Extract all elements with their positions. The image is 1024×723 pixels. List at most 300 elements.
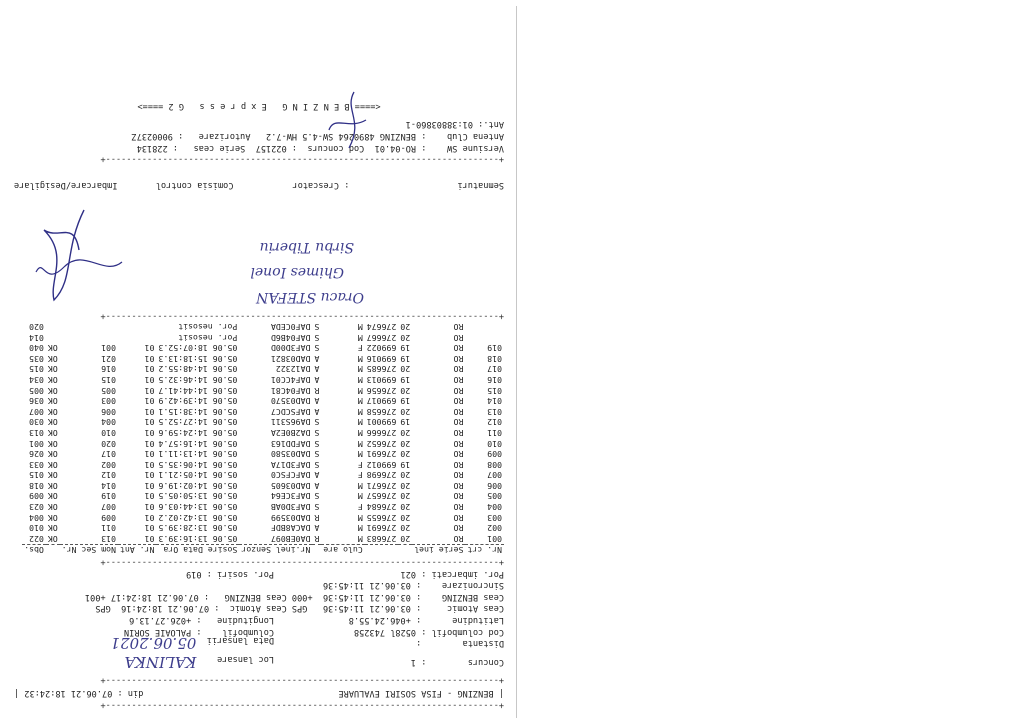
table-cell: OK <box>47 374 58 385</box>
table-cell: 004 <box>29 512 44 523</box>
table-cell: 030 <box>29 417 44 428</box>
table-cell: 05.06 14:38:15.1 <box>158 406 238 417</box>
table-row <box>22 385 504 396</box>
table-cell: 699001 <box>366 417 397 428</box>
table-cell: 05.06 14:27:52.5 <box>158 417 238 428</box>
table-cell: 01 <box>144 385 155 396</box>
table-cell: 20 <box>400 438 411 449</box>
table-cell: 040 <box>29 343 44 354</box>
table-cell: 020 <box>29 322 44 332</box>
table-cell: 010 <box>29 523 44 534</box>
col-serie: Serie inel <box>414 545 464 556</box>
table-cell: 276667 <box>366 332 397 343</box>
table-cell: 01 <box>144 449 155 460</box>
table-cell: 20 <box>400 427 411 438</box>
table-cell: DAF3D00D <box>270 343 311 354</box>
table-cell: 010 <box>101 427 116 438</box>
semnaturi-label: Semnaturi <box>457 179 504 190</box>
signature-crescator <box>324 90 374 150</box>
col-senzor: Nr.inel Senzor <box>241 545 311 556</box>
table-row <box>22 406 504 417</box>
table-cell: OK <box>47 512 58 523</box>
table-row <box>22 502 504 513</box>
table-cell: 015 <box>29 470 44 481</box>
table-cell: RO <box>453 427 464 438</box>
por-imbarcati: Por. imbarcati : 021 <box>400 568 504 579</box>
table-cell: R <box>314 385 320 396</box>
longitudine-value: +026.27.13.6 <box>129 615 192 626</box>
imbarcare-label: Imbarcare/Desigilare <box>14 179 118 190</box>
table-cell: 007 <box>29 406 44 417</box>
table-cell: M <box>357 533 363 544</box>
table-row <box>22 533 504 544</box>
table-cell: 01 <box>144 374 155 385</box>
table-cell: 003 <box>487 512 502 523</box>
handwritten-name-3: Sirbu Tiberiu <box>259 238 354 255</box>
report-date: din : 07.06.21 18:24:32 <box>24 687 144 698</box>
table-cell: DAF04B6D <box>270 332 311 343</box>
table-cell: 19 <box>400 396 411 407</box>
table-cell: 006 <box>487 480 502 491</box>
table-cell: DA2B0E2A <box>270 427 311 438</box>
table-cell: 01 <box>144 343 155 354</box>
table-cell: 20 <box>400 491 411 502</box>
table-row <box>22 470 504 481</box>
table-cell: 05.06 13:42:02.2 <box>158 512 238 523</box>
table-cell: RO <box>453 374 464 385</box>
table-cell: 01 <box>144 459 155 470</box>
concurs-label: Concurs <box>467 656 504 667</box>
table-cell: 20 <box>400 322 411 332</box>
header-rule: +----------------------------------------------------------------------------+ <box>100 675 504 686</box>
table-cell: 05.06 14:44:41.7 <box>158 385 238 396</box>
table-cell: 01 <box>144 523 155 534</box>
table-cell: 019 <box>487 343 502 354</box>
table-cell: RO <box>453 523 464 534</box>
table-cell: RO <box>453 417 464 428</box>
loc-lansare-label: Loc lansare <box>217 653 274 664</box>
table-cell: 276698 <box>366 470 397 481</box>
table-cell: DAF4CC01 <box>270 374 311 385</box>
table-cell: 20 <box>400 332 411 343</box>
table-cell: 20 <box>400 449 411 460</box>
table-cell: RO <box>453 406 464 417</box>
table-cell: 019 <box>101 491 116 502</box>
col-nr: Nr. crt <box>467 545 502 556</box>
table-cell: RO <box>453 343 464 354</box>
table-cell: 023 <box>29 502 44 513</box>
table-cell: 009 <box>101 512 116 523</box>
table-cell: M <box>357 480 363 491</box>
table-row <box>22 427 504 438</box>
table-cell: F <box>357 470 363 481</box>
distanta-row: Distanta : Data lansarii 05.06.2021 <box>110 634 504 653</box>
comisia-label: Comisia control <box>155 179 234 190</box>
table-cell: 276674 <box>366 322 397 332</box>
table-cell: RO <box>453 491 464 502</box>
table-cell: A <box>314 364 320 375</box>
col-ant: Nr. Ant <box>119 545 155 556</box>
handwritten-name-1: Oracu STEFAN <box>256 288 364 305</box>
signature-scribble <box>34 242 124 282</box>
report-header: | BENZING - FISA SOSIRI EVALUARE din : 07.06.21 18:24:32 | <box>14 687 504 698</box>
table-cell: DAFSCDC7 <box>270 406 311 417</box>
table-cell: 276691 <box>366 449 397 460</box>
table-cell: M <box>357 417 363 428</box>
table-cell: 276684 <box>366 502 397 513</box>
table-cell: 05.06 14:16:57.4 <box>158 438 238 449</box>
table-cell: 05.06 13:44:03.6 <box>158 502 238 513</box>
col-nom: Nom Sec Nr. <box>61 545 116 556</box>
table-cell: OK <box>47 438 58 449</box>
table-cell: DAF3D17A <box>270 459 311 470</box>
table-cell: 01 <box>144 427 155 438</box>
longitudine-label: Longitudine <box>217 615 274 626</box>
table-cell: 05.06 14:06:35.5 <box>158 459 238 470</box>
brand-footer: <==== B E N Z I N G E x p r e s s G 2 ====> <box>137 100 381 111</box>
table-cell: DAF04C81 <box>270 385 311 396</box>
table-cell: 05.06 14:39:42.9 <box>158 396 238 407</box>
table-cell: 002 <box>101 459 116 470</box>
table-row <box>22 374 504 385</box>
table-cell: S <box>314 322 320 332</box>
arrivals-table <box>22 321 504 555</box>
table-cell <box>46 321 60 332</box>
table-cell <box>118 332 157 343</box>
table-cell: 20 <box>400 385 411 396</box>
table-cell: 018 <box>29 480 44 491</box>
table-cell: M <box>357 427 363 438</box>
ceas-benzing: Ceas BENZING : 03.06.21 11:45:36 +000 Ceas BENZING : 07.06.21 18:24:17 +001 <box>84 591 504 602</box>
table-cell: RO <box>453 438 464 449</box>
table-cell: A <box>314 523 320 534</box>
table-cell: 015 <box>29 364 44 375</box>
columbofil-row: Cod columbofil : 0528l 743258 Columbofil : PALOAIE SORIN <box>123 626 504 637</box>
table-cell: 276691 <box>366 523 397 534</box>
table-cell <box>465 332 504 343</box>
table-cell: RO <box>453 364 464 375</box>
table-cell: OK <box>47 343 58 354</box>
table-cell: A <box>314 353 320 364</box>
table-cell: 699013 <box>366 374 397 385</box>
concurs-value: 1 <box>410 656 417 667</box>
sincronizare: Sincronizare : 03.06.21 11:45:36 <box>322 580 504 591</box>
table-cell: DACA8BDF <box>270 523 311 534</box>
table-row <box>22 459 504 470</box>
table-cell: 276655 <box>366 512 397 523</box>
table-cell: 005 <box>487 491 502 502</box>
table-cell: S <box>314 491 320 502</box>
table-cell: 19 <box>400 459 411 470</box>
table-cell: DAD03580 <box>270 449 311 460</box>
table-cell: DAFDD163 <box>270 438 311 449</box>
table-cell: 005 <box>101 385 116 396</box>
table-cell: 276652 <box>366 438 397 449</box>
table-cell: Por. nesosit <box>178 332 238 343</box>
table-cell: 05.06 18:07:52.3 <box>158 343 238 354</box>
table-cell: F <box>357 502 363 513</box>
table-cell: 05.06 13:16:39.3 <box>158 533 238 544</box>
table-cell: 276658 <box>366 406 397 417</box>
latitudine-value: +046.24.55.8 <box>348 615 411 626</box>
table-cell: OK <box>47 459 58 470</box>
handwritten-names <box>14 190 504 310</box>
table-row <box>22 417 504 428</box>
table-cell <box>60 321 118 332</box>
table-cell: RO <box>453 353 464 364</box>
table-cell: 008 <box>487 459 502 470</box>
table-cell: M <box>357 523 363 534</box>
table-cell: 035 <box>29 353 44 364</box>
table-cell: 011 <box>487 427 502 438</box>
table-cell: 276685 <box>366 364 397 375</box>
table-cell: S <box>314 427 320 438</box>
table-cell: 016 <box>487 374 502 385</box>
table-cell: DAFCFSC0 <box>270 470 311 481</box>
table-cell: 276656 <box>366 385 397 396</box>
table-cell: M <box>357 385 363 396</box>
table-cell: 05.06 14:05:21.1 <box>158 470 238 481</box>
table-cell: 033 <box>29 459 44 470</box>
table-cell: 010 <box>487 438 502 449</box>
table-row <box>22 343 504 354</box>
table-cell: 05.06 13:28:39.5 <box>158 523 238 534</box>
table-cell: 20 <box>400 364 411 375</box>
table-cell: Por. nesosit <box>178 322 238 332</box>
table-top-rule: +----------------------------------------------------------------------------+ <box>100 557 504 568</box>
table-cell: 20 <box>400 512 411 523</box>
table-cell: RO <box>453 533 464 544</box>
table-cell: A <box>314 480 320 491</box>
table-cell: RO <box>453 396 464 407</box>
col-obs: Obs. <box>24 545 44 556</box>
table-cell: 05.06 14:24:59.6 <box>158 427 238 438</box>
versiune-sw: Versiune SW : RO-04.01 Cod concurs : 022157 Serie ceas : 228134 <box>136 142 504 153</box>
pigeon-counts <box>14 567 504 579</box>
table-cell: DAD03570 <box>270 396 311 407</box>
table-cell: 01 <box>144 491 155 502</box>
table-cell: 276657 <box>366 491 397 502</box>
table-cell: A <box>314 406 320 417</box>
table-cell: 05.06 15:18:13.3 <box>158 353 238 364</box>
table-cell: 19 <box>400 374 411 385</box>
table-cell: OK <box>47 385 58 396</box>
antena-club: Antena Club : BENZING 4890264 SW-4.5 HW-7.2 Autorizare : 9000237Z <box>131 131 504 142</box>
table-cell: 022 <box>29 533 44 544</box>
table-cell: OK <box>47 427 58 438</box>
table-cell: DA0EB097 <box>270 533 311 544</box>
table-cell: DA12322 <box>275 364 311 375</box>
table-cell: M <box>357 438 363 449</box>
report-title: BENZING - FISA SOSIRI EVALUARE <box>338 687 494 698</box>
table-cell: 01 <box>144 470 155 481</box>
table-cell: 699022 <box>366 343 397 354</box>
table-cell: 20 <box>400 502 411 513</box>
table-cell: R <box>314 512 320 523</box>
table-row <box>22 321 504 332</box>
table-cell: OK <box>47 406 58 417</box>
table-row <box>22 396 504 407</box>
table-cell: 036 <box>29 396 44 407</box>
table-cell: S <box>314 332 320 343</box>
table-row <box>22 364 504 375</box>
table-cell: 015 <box>101 374 116 385</box>
table-cell: DA96S311 <box>270 417 311 428</box>
table-cell: 05.06 14:48:55.2 <box>158 364 238 375</box>
table-cell: 012 <box>487 417 502 428</box>
table-cell: S <box>314 438 320 449</box>
table-row <box>22 438 504 449</box>
table-cell: 018 <box>487 353 502 364</box>
cod-columbofil: Cod columbofil : 0528l 743258 <box>353 626 504 637</box>
table-cell: 01 <box>144 438 155 449</box>
table-cell: 19 <box>400 353 411 364</box>
table-cell: S <box>314 343 320 354</box>
arrivals-table-body <box>22 321 504 544</box>
table-cell: 009 <box>29 491 44 502</box>
table-cell: 002 <box>487 523 502 534</box>
table-cell: 05.06 14:13:11.1 <box>158 449 238 460</box>
table-cell: OK <box>47 533 58 544</box>
table-cell: 05.06 14:46:32.5 <box>158 374 238 385</box>
handwritten-name-2: Ghimes Ionel <box>250 263 344 280</box>
table-header-row <box>22 544 504 555</box>
table-cell: DAD03821 <box>270 353 311 364</box>
table-cell: 01 <box>144 533 155 544</box>
table-cell: 01 <box>144 480 155 491</box>
table-cell: A <box>314 396 320 407</box>
table-cell: 01 <box>144 396 155 407</box>
table-cell: M <box>357 491 363 502</box>
table-cell: 001 <box>29 438 44 449</box>
table-cell: M <box>357 512 363 523</box>
table-cell: 005 <box>29 385 44 396</box>
table-cell: 014 <box>101 480 116 491</box>
ceas-atomic: Ceas Atomic : 03.06.21 11:45:36 GPS Ceas Atomic : 07.06.21 18:24:16 GPS <box>95 603 504 614</box>
table-cell: R <box>314 533 320 544</box>
col-culoare: Culo are <box>323 545 363 556</box>
table-cell: M <box>357 396 363 407</box>
table-cell: RO <box>453 480 464 491</box>
table-cell: 003 <box>101 396 116 407</box>
columbofil-value: PALOAIE SORIN <box>123 626 192 637</box>
table-cell <box>60 332 118 343</box>
table-cell: 009 <box>487 449 502 460</box>
table-cell: 276683 <box>366 533 397 544</box>
loc-lansare-value: KALINKA <box>124 652 197 671</box>
table-cell: 20 <box>400 523 411 534</box>
table-row <box>22 480 504 491</box>
footer-rule: +----------------------------------------------------------------------------+ <box>100 154 504 165</box>
coordinates-row: Latitudine : +046.24.55.8 Longitudine : +026.27.13.6 <box>129 615 504 626</box>
page-divider <box>516 6 517 718</box>
table-cell: 20 <box>400 406 411 417</box>
table-cell: F <box>357 343 363 354</box>
table-cell: 012 <box>101 470 116 481</box>
table-cell: 014 <box>29 332 44 343</box>
antena-id: Ant.: 01:38803860-1 <box>405 119 504 130</box>
table-cell: M <box>357 406 363 417</box>
table-row <box>22 449 504 460</box>
table-cell: 699012 <box>366 459 397 470</box>
top-rule: +----------------------------------------------------------------------------+ <box>100 700 504 710</box>
table-cell: OK <box>47 480 58 491</box>
table-row <box>22 523 504 534</box>
table-bottom-rule: +----------------------------------------------------------------------------+ <box>100 311 504 322</box>
table-cell: 007 <box>101 502 116 513</box>
table-cell: S <box>314 502 320 513</box>
table-cell: M <box>357 322 363 332</box>
table-cell: 013 <box>29 427 44 438</box>
table-cell: 020 <box>101 438 116 449</box>
semnaturi-row: Semnaturi : Crescator Comisia control Imbarcare/Desigilare <box>14 179 504 190</box>
table-cell: F <box>357 459 363 470</box>
table-cell: RO <box>453 502 464 513</box>
table-cell: DAF0CEDA <box>270 322 311 332</box>
table-cell: S <box>314 449 320 460</box>
table-cell: 19 <box>400 417 411 428</box>
table-cell: 017 <box>101 449 116 460</box>
table-cell: 004 <box>487 502 502 513</box>
table-cell: OK <box>47 470 58 481</box>
table-cell: 016 <box>101 364 116 375</box>
table-cell: 01 <box>144 417 155 428</box>
table-cell: OK <box>47 353 58 364</box>
table-cell: 20 <box>400 470 411 481</box>
table-cell: 015 <box>487 385 502 396</box>
table-cell: M <box>357 374 363 385</box>
table-cell: M <box>357 353 363 364</box>
table-cell: DAF3CE64 <box>270 491 311 502</box>
table-cell: 013 <box>487 406 502 417</box>
table-cell: 014 <box>487 396 502 407</box>
table-cell: S <box>314 459 320 470</box>
table-cell <box>118 321 157 332</box>
col-sosire: Sosire Data Ora <box>156 544 239 555</box>
table-cell: OK <box>47 417 58 428</box>
table-cell: 276671 <box>366 480 397 491</box>
table-cell: 01 <box>144 502 155 513</box>
table-cell: 699017 <box>366 396 397 407</box>
table-cell: OK <box>47 502 58 513</box>
table-cell: OK <box>47 449 58 460</box>
table-cell <box>465 321 504 332</box>
data-lansarii-label: Data lansarii <box>206 635 274 646</box>
por-sosiri: Por. sosiri : 019 <box>186 568 274 579</box>
table-cell: 01 <box>144 406 155 417</box>
table-cell: 007 <box>487 470 502 481</box>
table-cell: 026 <box>29 449 44 460</box>
table-cell: 001 <box>101 343 116 354</box>
table-cell: 004 <box>101 417 116 428</box>
table-cell: 01 <box>144 512 155 523</box>
table-cell: RO <box>453 322 464 332</box>
table-cell: 05.06 14:02:19.6 <box>158 480 238 491</box>
table-row <box>22 512 504 523</box>
table-cell: RO <box>453 512 464 523</box>
distanta-label: Distanta <box>462 638 504 649</box>
table-cell: OK <box>47 364 58 375</box>
table-cell: 001 <box>487 533 502 544</box>
table-cell: M <box>357 449 363 460</box>
table-cell: RO <box>453 459 464 470</box>
table-cell: 01 <box>144 364 155 375</box>
crescator-label: Crescator <box>292 179 340 190</box>
table-cell: 05.06 13:50:05.5 <box>158 491 238 502</box>
latitudine-label: Latitudine <box>452 615 504 626</box>
table-cell: 20 <box>400 480 411 491</box>
concurs-row: Concurs : 1 Loc lansare KALINKA <box>124 652 504 671</box>
